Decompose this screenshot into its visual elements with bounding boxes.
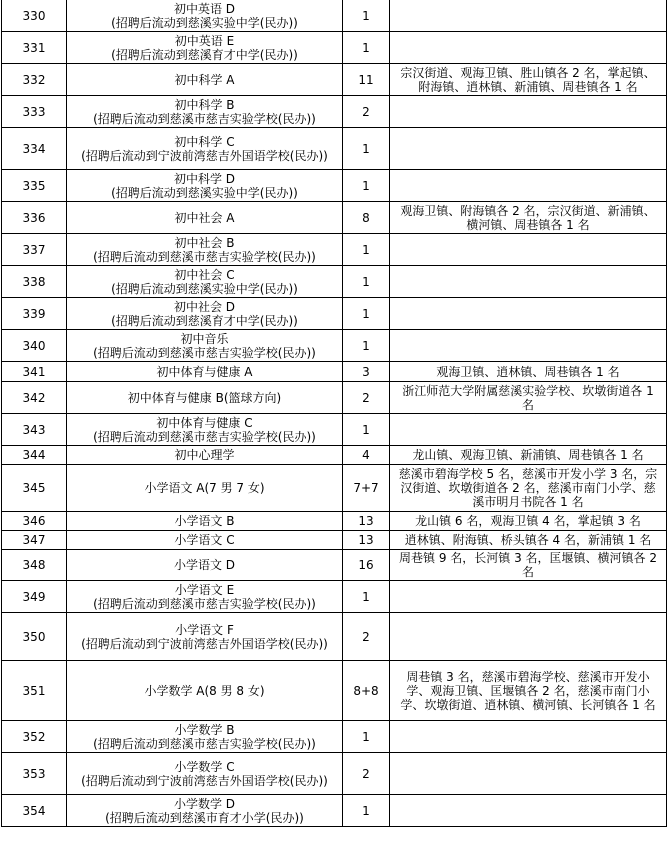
position-cell: 小学语文 C (67, 531, 343, 550)
note-cell: 观海卫镇、逍林镇、周巷镇各 1 名 (390, 362, 667, 382)
table-row (2, 202, 667, 234)
row-number-cell: 338 (2, 266, 67, 298)
row-number-cell: 337 (2, 234, 67, 266)
count-cell: 1 (343, 298, 390, 330)
table-row (2, 266, 667, 298)
table-row (2, 795, 667, 827)
position-cell: 初中科学 D (招聘后流动到慈溪实验中学(民办)) (67, 170, 343, 202)
position-cell: 小学数学 D (招聘后流动到慈溪市育才小学(民办)) (67, 795, 343, 827)
position-cell: 初中社会 D (招聘后流动到慈溪育才中学(民办)) (67, 298, 343, 330)
table-row (2, 382, 667, 414)
note-cell (390, 414, 667, 446)
position-cell: 初中英语 E (招聘后流动到慈溪育才中学(民办)) (67, 32, 343, 64)
count-cell: 7+7 (343, 465, 390, 512)
note-cell: 慈溪市碧海学校 5 名，慈溪市开发小学 3 名，宗汉街道、坎墩街道各 2 名，慈溪市南门小学、慈溪市明月书院各 1 名 (390, 465, 667, 512)
note-cell (390, 795, 667, 827)
table-row (2, 128, 667, 170)
table-row (2, 446, 667, 465)
note-cell: 周巷镇 3 名，慈溪市碧海学校、慈溪市开发小学、观海卫镇、匡堰镇各 2 名，慈溪市南门小学、坎墩街道、逍林镇、横河镇、长河镇各 1 名 (390, 661, 667, 721)
table-row (2, 32, 667, 64)
count-cell: 8+8 (343, 661, 390, 721)
note-cell (390, 96, 667, 128)
table-row (2, 465, 667, 512)
row-number-cell: 343 (2, 414, 67, 446)
count-cell: 1 (343, 266, 390, 298)
count-cell: 8 (343, 202, 390, 234)
table-row (2, 661, 667, 721)
table-row (2, 581, 667, 613)
note-cell (390, 0, 667, 32)
position-cell: 初中科学 A (67, 64, 343, 96)
row-number-cell: 354 (2, 795, 67, 827)
count-cell: 3 (343, 362, 390, 382)
position-cell: 小学数学 B (招聘后流动到慈溪市慈吉实验学校(民办)) (67, 721, 343, 753)
table-row (2, 298, 667, 330)
row-number-cell: 352 (2, 721, 67, 753)
position-cell: 小学语文 D (67, 550, 343, 581)
count-cell: 2 (343, 382, 390, 414)
recruitment-table (1, 0, 667, 827)
count-cell: 13 (343, 531, 390, 550)
count-cell: 2 (343, 96, 390, 128)
row-number-cell: 353 (2, 753, 67, 795)
count-cell: 11 (343, 64, 390, 96)
note-cell (390, 298, 667, 330)
note-cell (390, 128, 667, 170)
position-cell: 初中英语 D (招聘后流动到慈溪实验中学(民办)) (67, 0, 343, 32)
row-number-cell: 349 (2, 581, 67, 613)
note-cell (390, 753, 667, 795)
position-cell: 小学语文 B (67, 512, 343, 531)
table-row (2, 512, 667, 531)
position-cell: 小学数学 A(8 男 8 女) (67, 661, 343, 721)
position-cell: 初中科学 B (招聘后流动到慈溪市慈吉实验学校(民办)) (67, 96, 343, 128)
position-cell: 初中心理学 (67, 446, 343, 465)
row-number-cell: 348 (2, 550, 67, 581)
table-row (2, 330, 667, 362)
note-cell (390, 170, 667, 202)
position-cell: 初中社会 C (招聘后流动到慈溪实验中学(民办)) (67, 266, 343, 298)
note-cell (390, 613, 667, 661)
note-cell (390, 234, 667, 266)
table-row (2, 550, 667, 581)
row-number-cell: 333 (2, 96, 67, 128)
row-number-cell: 330 (2, 0, 67, 32)
position-cell: 小学语文 E (招聘后流动到慈溪市慈吉实验学校(民办)) (67, 581, 343, 613)
count-cell: 1 (343, 330, 390, 362)
table-row (2, 170, 667, 202)
position-cell: 小学语文 A(7 男 7 女) (67, 465, 343, 512)
count-cell: 1 (343, 721, 390, 753)
count-cell: 1 (343, 170, 390, 202)
row-number-cell: 336 (2, 202, 67, 234)
row-number-cell: 341 (2, 362, 67, 382)
row-number-cell: 346 (2, 512, 67, 531)
table-row (2, 721, 667, 753)
count-cell: 1 (343, 234, 390, 266)
row-number-cell: 334 (2, 128, 67, 170)
row-number-cell: 347 (2, 531, 67, 550)
position-cell: 小学语文 F (招聘后流动到宁波前湾慈吉外国语学校(民办)) (67, 613, 343, 661)
position-cell: 初中体育与健康 B(篮球方向) (67, 382, 343, 414)
table-row (2, 96, 667, 128)
note-cell (390, 721, 667, 753)
note-cell (390, 32, 667, 64)
position-cell: 初中社会 A (67, 202, 343, 234)
position-cell: 初中科学 C (招聘后流动到宁波前湾慈吉外国语学校(民办)) (67, 128, 343, 170)
note-cell (390, 266, 667, 298)
row-number-cell: 344 (2, 446, 67, 465)
table-row (2, 362, 667, 382)
note-cell: 龙山镇、观海卫镇、新浦镇、周巷镇各 1 名 (390, 446, 667, 465)
row-number-cell: 342 (2, 382, 67, 414)
table-row (2, 0, 667, 32)
row-number-cell: 339 (2, 298, 67, 330)
table-row (2, 64, 667, 96)
note-cell: 浙江师范大学附属慈溪实验学校、坎墩街道各 1 名 (390, 382, 667, 414)
note-cell: 宗汉街道、观海卫镇、胜山镇各 2 名，掌起镇、附海镇、逍林镇、新浦镇、周巷镇各 1 名 (390, 64, 667, 96)
row-number-cell: 332 (2, 64, 67, 96)
table-body (2, 0, 667, 827)
row-number-cell: 335 (2, 170, 67, 202)
count-cell: 1 (343, 581, 390, 613)
note-cell: 逍林镇、附海镇、桥头镇各 4 名，新浦镇 1 名 (390, 531, 667, 550)
row-number-cell: 351 (2, 661, 67, 721)
table-row (2, 613, 667, 661)
count-cell: 1 (343, 128, 390, 170)
note-cell: 龙山镇 6 名，观海卫镇 4 名，掌起镇 3 名 (390, 512, 667, 531)
count-cell: 16 (343, 550, 390, 581)
count-cell: 4 (343, 446, 390, 465)
count-cell: 1 (343, 795, 390, 827)
row-number-cell: 350 (2, 613, 67, 661)
note-cell: 周巷镇 9 名，长河镇 3 名，匡堰镇、横河镇各 2 名 (390, 550, 667, 581)
table-row (2, 234, 667, 266)
position-cell: 初中体育与健康 A (67, 362, 343, 382)
count-cell: 2 (343, 613, 390, 661)
row-number-cell: 345 (2, 465, 67, 512)
position-cell: 小学数学 C (招聘后流动到宁波前湾慈吉外国语学校(民办)) (67, 753, 343, 795)
table-row (2, 531, 667, 550)
note-cell: 观海卫镇、附海镇各 2 名，宗汉街道、新浦镇、横河镇、周巷镇各 1 名 (390, 202, 667, 234)
position-cell: 初中音乐 (招聘后流动到慈溪市慈吉实验学校(民办)) (67, 330, 343, 362)
count-cell: 1 (343, 414, 390, 446)
count-cell: 1 (343, 32, 390, 64)
count-cell: 1 (343, 0, 390, 32)
table-row (2, 753, 667, 795)
table-row (2, 414, 667, 446)
row-number-cell: 331 (2, 32, 67, 64)
note-cell (390, 581, 667, 613)
note-cell (390, 330, 667, 362)
position-cell: 初中社会 B (招聘后流动到慈溪市慈吉实验学校(民办)) (67, 234, 343, 266)
position-cell: 初中体育与健康 C (招聘后流动到慈溪市慈吉实验学校(民办)) (67, 414, 343, 446)
count-cell: 13 (343, 512, 390, 531)
count-cell: 2 (343, 753, 390, 795)
row-number-cell: 340 (2, 330, 67, 362)
